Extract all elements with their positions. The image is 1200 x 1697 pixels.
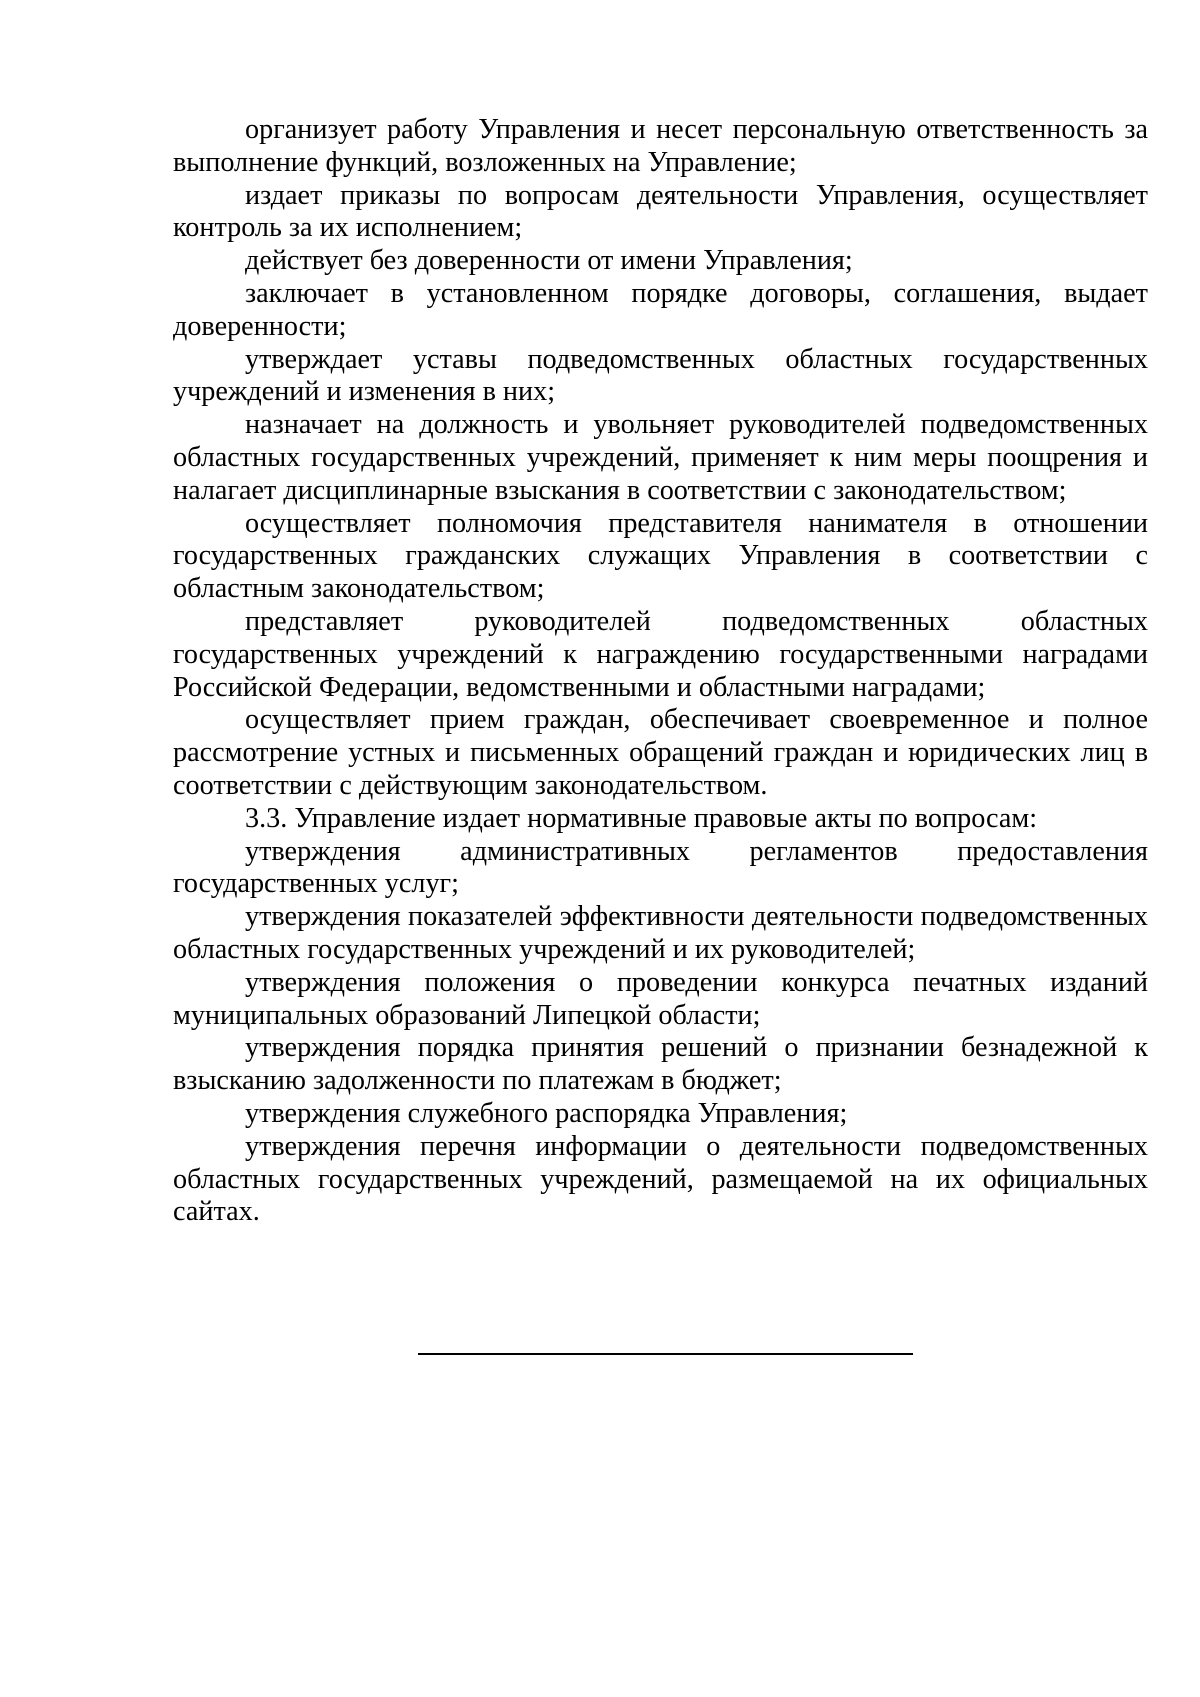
paragraph-organizes-work: организует работу Управления и несет персональную ответственность за выполнение функций, возложенных на Управление;	[173, 114, 1148, 178]
paragraph-approves-charters: утверждает уставы подведомственных областных государственных учреждений и изменения в них;	[173, 343, 1148, 408]
paragraph-nominates-for-awards: представляет руководителей подведомственных областных государственных учреждений к награждению государственными наградами Российской Федерации, ведомственными и областными наградами;	[173, 605, 1148, 703]
paragraph-employer-powers: осуществляет полномочия представителя нанимателя в отношении государственных гражданских служащих Управления в соответствии с областным законодательством;	[173, 507, 1148, 605]
document-body	[173, 114, 1148, 1229]
paragraph-service-schedule: утверждения служебного распорядка Управления;	[245, 1097, 848, 1129]
end-separator-line	[418, 1353, 913, 1355]
paragraph-acts-without-power-of-attorney: действует без доверенности от имени Управления;	[245, 245, 853, 277]
paragraph-receives-citizens: осуществляет прием граждан, обеспечивает своевременное и полное рассмотрение устных и письменных обращений граждан и юридических лиц в соответствии с действующим законодательством.	[173, 704, 1148, 801]
paragraph-issues-orders: издает приказы по вопросам деятельности Управления, осуществляет контроль за их исполнением;	[173, 179, 1148, 244]
paragraph-press-contest: утверждения положения о проведении конкурса печатных изданий муниципальных образований Липецкой области;	[173, 966, 1148, 1031]
paragraph-website-info-list: утверждения перечня информации о деятельности подведомственных областных государственных учреждений, размещаемой на их официальных сайтах.	[173, 1130, 1148, 1228]
paragraph-appoints-heads: назначает на должность и увольняет руководителей подведомственных областных государственных учреждений, применяет к ним меры поощрения и налагает дисциплинарные взыскания в соответствии с законодательством;	[173, 409, 1148, 506]
paragraph-admin-regulations: утверждения административных регламентов предоставления государственных услуг;	[173, 835, 1148, 900]
paragraph-section-3-3: 3.3. Управление издает нормативные правовые акты по вопросам:	[245, 802, 1038, 834]
paragraph-efficiency-indicators: утверждения показателей эффективности деятельности подведомственных областных государственных учреждений и их руководителей;	[173, 901, 1148, 965]
paragraph-bad-debt-procedure: утверждения порядка принятия решений о признании безнадежной к взысканию задолженности по платежам в бюджет;	[173, 1032, 1148, 1097]
paragraph-concludes-contracts: заключает в установленном порядке договоры, соглашения, выдает доверенности;	[173, 277, 1148, 342]
